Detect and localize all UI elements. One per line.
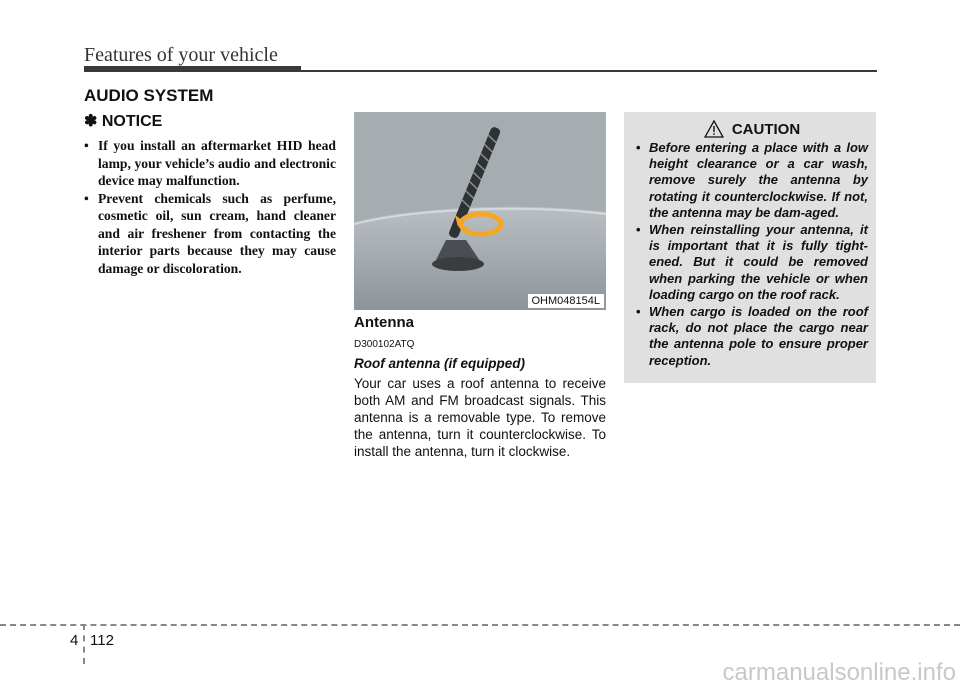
footer-divider [83,624,85,664]
antenna-body: Your car uses a roof antenna to receive both AM and FM broadcast signals. This antenna is a removable type. To remove the antenna, turn it counterclockwise. To install the antenna, turn it clockwise. [354,376,606,459]
watermark: carmanualsonline.info [722,659,956,686]
roof-antenna-figure [354,112,606,310]
page-number: 112 [90,632,114,649]
figure-caption: OHM048154L [528,294,605,308]
notice-item: • If you install an aftermarket HID head lamp, your vehicle’s audio and electronic device may malfunction. [84,138,336,188]
chapter-number: 4 [70,632,79,649]
header-rule-thin [301,70,877,72]
caution-box [624,112,876,383]
caution-heading: CAUTION [731,120,801,138]
notice-list [84,137,336,277]
antenna-heading: Antenna [354,314,414,331]
warning-triangle-icon [704,120,724,138]
header-rule-thick [84,66,301,72]
caution-item: • Before entering a place with a low height clearance or a car wash, remove surely the antenna by rotating it counterclockwise. If not, the antenna may be dam-aged. [636,140,868,220]
bullet-icon: • [636,140,641,155]
notice-item: • Prevent chemicals such as perfume, cosmetic oil, sun cream, hand cleaner and air freshener from contacting the interior parts because they may cause damage or discoloration. [84,190,336,276]
notice-heading: ✽ NOTICE [84,113,163,130]
footer-rule [0,624,960,626]
section-code: D300102ATQ [354,339,415,350]
antenna-section [354,314,606,460]
caution-header [636,120,868,138]
caution-list [636,140,868,369]
page-header-title: Features of your vehicle [84,44,278,66]
bullet-icon: • [636,304,641,320]
caution-item: • When cargo is loaded on the roof rack, do not place the cargo near the antenna pole to ensure proper reception. [636,304,868,368]
antenna-subheading: Roof antenna (if equipped) [354,356,525,371]
roof-antenna-illustration [354,112,606,310]
section-title: AUDIO SYSTEM [84,86,214,105]
bullet-icon: • [636,222,641,238]
caution-item: • When reinstalling your antenna, it is important that it is fully tight-ened. But it could be removed when parking the vehicle or when loading cargo on the roof rack. [636,222,868,302]
notice-block [84,111,336,277]
bullet-icon: • [84,138,89,153]
bullet-icon: • [84,190,89,206]
